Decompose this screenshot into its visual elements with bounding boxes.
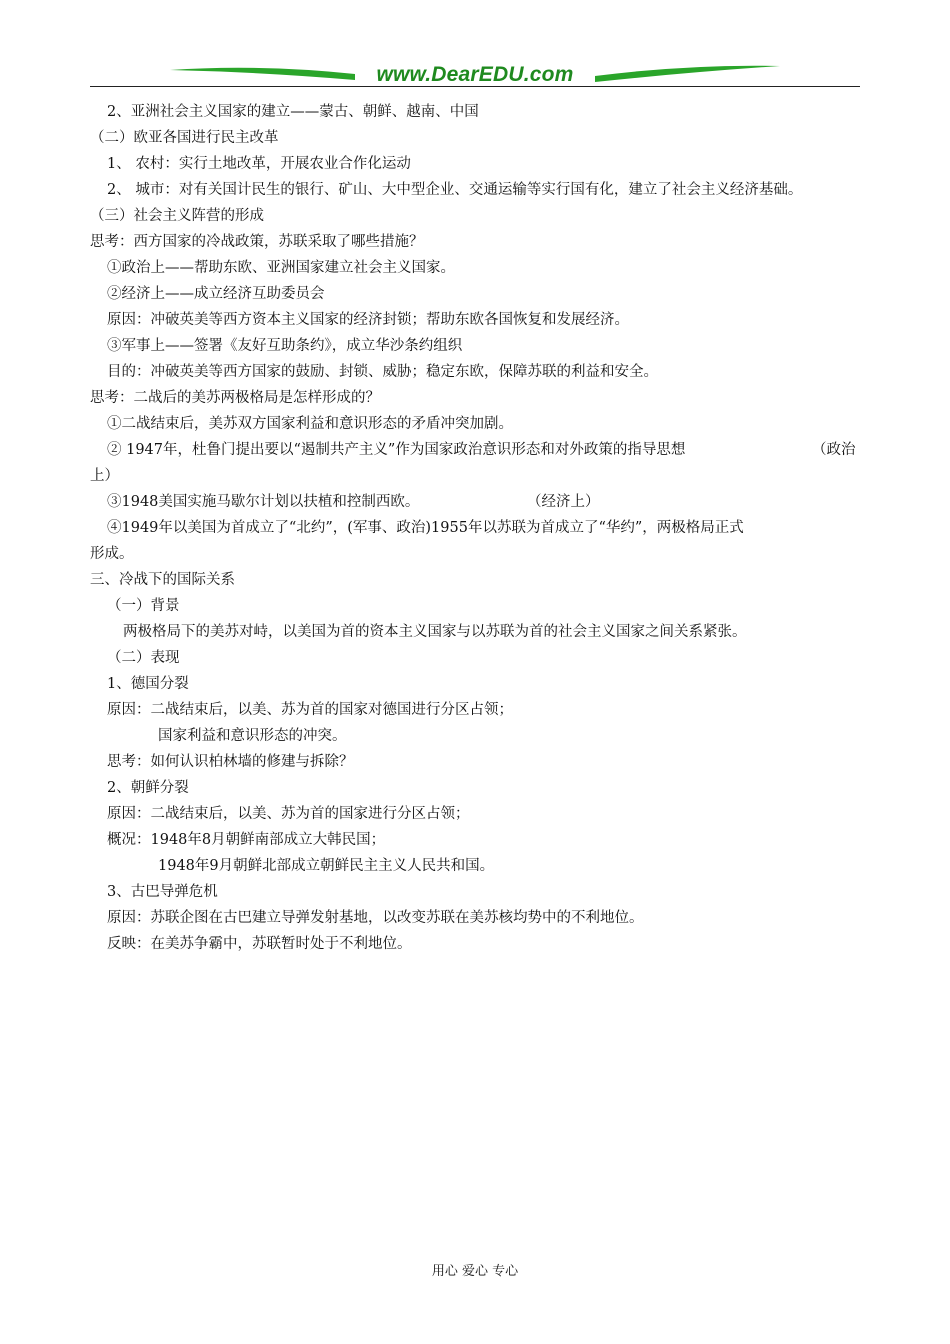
question-line: 思考：如何认识柏林墙的修建与拆除？	[107, 754, 354, 770]
site-logo-text: www.DearEDU.com	[376, 63, 574, 86]
text-line: 3、古巴导弹危机	[107, 884, 218, 900]
subsection-heading: （一）背景	[107, 598, 180, 614]
section-heading: （三）社会主义阵营的形成	[90, 208, 264, 224]
text-line: 两极格局下的美苏对峙，以美国为首的资本主义国家与以苏联为首的社会主义国家之间关系紧张。	[123, 624, 747, 640]
section-heading: 三、冷战下的国际关系	[90, 572, 235, 588]
text-line: ③1948美国实施马歇尔计划以扶植和控制西欧。	[107, 494, 420, 510]
text-line: 2、 城市：对有关国计民生的银行、矿山、大中型企业、交通运输等实行国有化，建立了社会主义经济基础。	[107, 182, 803, 198]
text-line: 形成。	[90, 546, 134, 562]
annotation-text: （政治	[812, 442, 856, 458]
question-line: 思考：西方国家的冷战政策，苏联采取了哪些措施？	[90, 234, 424, 250]
text-line: 反映：在美苏争霸中，苏联暂时处于不利地位。	[107, 936, 412, 952]
question-line: 思考：二战后的美苏两极格局是怎样形成的？	[90, 390, 380, 406]
text-line: 1948年9月朝鲜北部成立朝鲜民主主义人民共和国。	[158, 858, 495, 874]
text-line: 原因：冲破英美等西方资本主义国家的经济封锁；帮助东欧各国恢复和发展经济。	[107, 312, 629, 328]
text-line: 2、亚洲社会主义国家的建立——蒙古、朝鲜、越南、中国	[107, 104, 479, 120]
text-line: 原因：二战结束后，以美、苏为首的国家进行分区占领；	[107, 806, 470, 822]
text-line: ①二战结束后，美苏双方国家利益和意识形态的矛盾冲突加剧。	[107, 416, 513, 432]
text-line: 国家利益和意识形态的冲突。	[158, 728, 347, 744]
text-line: 概况：1948年8月朝鲜南部成立大韩民国；	[107, 832, 386, 848]
text-line: 2、朝鲜分裂	[107, 780, 189, 796]
section-heading: （二）欧亚各国进行民主改革	[90, 130, 279, 146]
text-line: 目的：冲破英美等西方国家的鼓励、封锁、威胁；稳定东欧，保障苏联的利益和安全。	[107, 364, 658, 380]
text-line: 1、德国分裂	[107, 676, 189, 692]
text-line: ② 1947年，杜鲁门提出要以“遏制共产主义”作为国家政治意识形态和对外政策的指导思想	[107, 442, 686, 458]
subsection-heading: （二）表现	[107, 650, 180, 666]
text-line: 1、 农村：实行土地改革，开展农业合作化运动	[107, 156, 411, 172]
text-line: ②经济上——成立经济互助委员会	[107, 286, 325, 302]
text-line: ③军事上——签署《友好互助条约》，成立华沙条约组织	[107, 338, 463, 354]
text-line: 上）	[90, 468, 119, 484]
text-line: ①政治上——帮助东欧、亚洲国家建立社会主义国家。	[107, 260, 455, 276]
annotation-text: （经济上）	[527, 494, 600, 510]
text-line: ④1949年以美国为首成立了“北约”，(军事、政治)1955年以苏联为首成立了“华约”，两极格局正式	[107, 520, 744, 536]
page-footer: 用心 爱心 专心	[431, 1264, 519, 1279]
text-line: 原因：二战结束后，以美、苏为首的国家对德国进行分区占领；	[107, 702, 513, 718]
text-line: 原因：苏联企图在古巴建立导弹发射基地，以改变苏联在美苏核均势中的不利地位。	[107, 910, 644, 926]
